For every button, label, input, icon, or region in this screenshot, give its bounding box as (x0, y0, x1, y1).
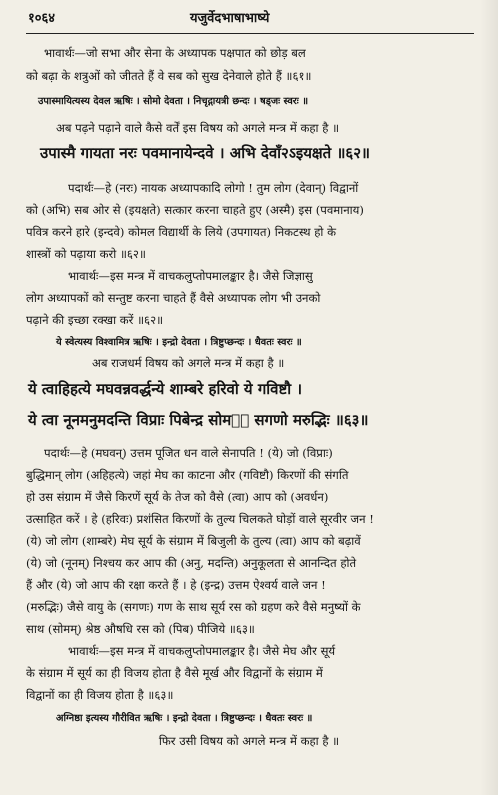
page-fold-shadow (480, 0, 498, 795)
topic-intro-64: फिर उसी विषय को अगले मन्त्र में कहा है ॥ (158, 734, 340, 748)
running-header-title: यजुर्वेदभाषाभाष्ये (190, 11, 270, 26)
rishi-devata-64: अग्निष्ठा इत्यस्य गौरीवित ऋषिः । इन्द्रो देवता । त्रिष्टुप्छन्दः । धैवतः स्वरः ॥ (56, 713, 313, 724)
topic-intro-62: अब पढ़ने पढ़ाने वाले कैसे वर्तें इस विषय को अगले मन्त्र में कहा है ॥ (56, 121, 340, 135)
padartha-63-line-9: साथ (सोमम्) श्रेष्ठ औषधि रस को (पिब) पीजिये ॥६३॥ (26, 622, 255, 636)
padartha-62-line-3: पवित्र करने हारे (इन्दवे) कोमल विद्यार्थी के लिये (उपगायत) निकटस्थ हो के (26, 225, 337, 239)
padartha-63-line-5: (ये) जो लोग (शाम्बरे) मेघ सूर्य के संग्राम में बिजुली के तुल्य (त्वा) आप को बढ़ावें (26, 534, 361, 548)
padartha-62-line-2: को (अभि) सब ओर से (इयक्षते) सत्कार करना चाहते हुए (अस्मै) इस (पवमानाय) (26, 203, 364, 217)
page-number: १०६४ (28, 11, 56, 26)
bhavartha-61-line-1: भावार्थः—जो सभा और सेना के अध्यापक पक्षपात को छोड़ बल (44, 46, 306, 60)
padartha-63-line-6: (ये) जो (नूनम्) निश्चय कर आप की (अनु, मदन्ति) अनुकूलता से आनन्दित होते (26, 556, 357, 570)
bhavartha-62-line-1: भावार्थः—इस मन्त्र में वाचकलुप्तोपमालङ्कार है। जैसे जिज्ञासु (68, 269, 313, 283)
bhavartha-63-line-2: के संग्राम में सूर्य का ही विजय होता है वैसे मूर्ख और विद्वानों के संग्राम में (26, 666, 323, 680)
bhavartha-62-line-2: लोग अध्यापकों को सन्तुष्ट करना चाहते हैं वैसे अध्यापक लोग भी उनको (26, 291, 321, 305)
padartha-62-line-1: पदार्थः—हे (नरः) नायक अध्यापकादि लोगो ! तुम लोग (देवान्) विद्वानों (68, 181, 359, 195)
mantra-62: उपास्मै गायता नरः पवमानायेन्दवे । अभि देवाँ२ऽइयक्षते ॥६२॥ (40, 144, 371, 162)
topic-intro-63: अब राजधर्म विषय को अगले मन्त्र में कहा है ॥ (92, 356, 285, 370)
padartha-63-line-7: हैं और (ये) जो आप की रक्षा करते हैं । हे (इन्द्र) उत्तम ऐश्वर्य वाले जन ! (26, 578, 326, 592)
bhavartha-63-line-3: विद्वानों का ही विजय होता है ॥६३॥ (26, 688, 174, 702)
bhavartha-61-line-2: को बढ़ा के शत्रुओं को जीतते हैं वे सब को सुख देनेवाले होते हैं ॥६१॥ (26, 69, 312, 83)
padartha-63-line-8: (मरुद्भिः) जैसे वायु के (सगणः) गण के साथ सूर्य रस को ग्रहण करे वैसे मनुष्यों के (26, 600, 361, 614)
padartha-63-line-3: हो उस संग्राम में जैसे किरणें सूर्य के तेज को वैसे (त्वा) आप को (अवर्धन) (26, 490, 329, 504)
rishi-devata-62: उपास्मायित्यस्य देवल ऋषिः । सोमो देवता । निचृद्गायत्री छन्दः । षड्जः स्वरः ॥ (38, 96, 309, 107)
bhavartha-63-line-1: भावार्थः—इस मन्त्र में वाचकलुप्तोपमालङ्कार है। जैसे मेघ और सूर्य (68, 644, 336, 658)
padartha-63-line-4: उत्साहित करें । हे (हरिवः) प्रशंसित किरणों के तुल्य चिलकते घोड़ों वाले सूरवीर जन ! (26, 512, 374, 526)
rishi-devata-63: ये स्वेत्यस्य विश्वामित्र ऋषिः । इन्द्रो देवता । त्रिष्टुप्छन्दः । धैवतः स्वरः ॥ (56, 337, 302, 348)
bhavartha-62-line-3: पढ़ाने की इच्छा रक्खा करें ॥६२॥ (26, 313, 164, 327)
header-rule (26, 33, 474, 34)
padartha-63-line-1: पदार्थः—हे (मघवन्) उत्तम पूजित धन वाले सेनापति ! (ये) जो (विप्राः) (44, 446, 333, 460)
padartha-63-line-2: बुद्धिमान् लोग (अहिहत्ये) जहां मेघ का काटना और (गविष्टौ) किरणों की संगति (26, 468, 349, 482)
padartha-62-line-4: शास्त्रों को पढ़ाया करो ॥६२॥ (26, 247, 146, 261)
mantra-63-line-1: ये त्वाहिहत्ये मघवन्नवर्द्धन्ये शाम्बरे हरिवो ये गविष्टौ । (28, 380, 303, 398)
mantra-63-line-2: ये त्वा नूनमनुमदन्ति विप्राः पिबेन्द्र सोमᳬं सगणो मरुद्भिः ॥६३॥ (28, 411, 369, 429)
